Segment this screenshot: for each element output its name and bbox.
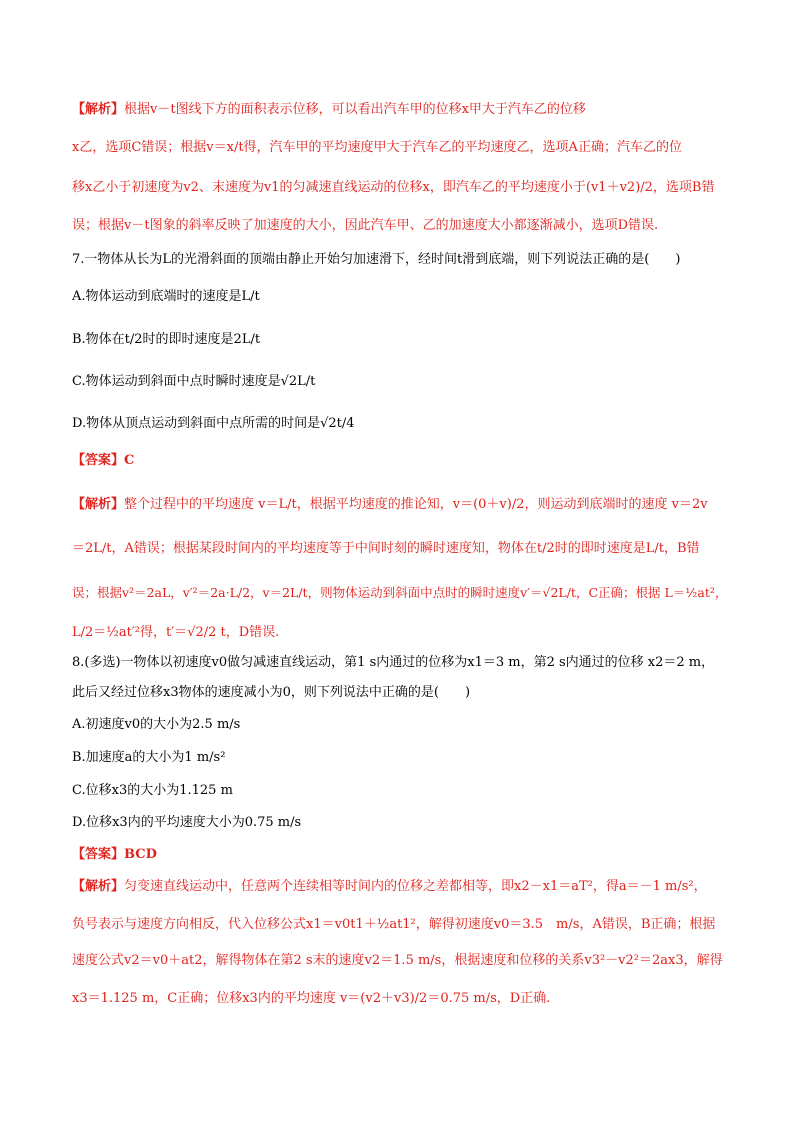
q7-analysis-line-3: 误；根据v²＝2aL，v′²＝2a·L/2，v＝2L/t，则物体运动到斜面中点时的瞬时速度v′＝√2L/t，C正确；根据 L＝½at²， — [72, 585, 728, 600]
q7-stem: 7.一物体从长为L的光滑斜面的顶端由静止开始匀加速滑下，经时间t滑到底端，则下列说法正确的是( ) — [72, 252, 681, 267]
q8-answer-value: BCD — [124, 847, 157, 862]
analysis-label: 【解析】 — [72, 879, 125, 894]
q6-analysis-line-4: 误；根据v－t图象的斜率反映了加速度的大小，因此汽车甲、乙的加速度大小都逐渐减小，选项D错误. — [72, 218, 659, 233]
q8-option-b: B.加速度a的大小为1 m/s² — [72, 750, 226, 765]
q7-option-c: C.物体运动到斜面中点时瞬时速度是√2L/t — [72, 374, 316, 389]
q8-option-c: C.位移x3的大小为1.125 m — [72, 783, 233, 798]
q8-option-d: D.位移x3内的平均速度大小为0.75 m/s — [72, 815, 302, 830]
q7-analysis-line-1 — [72, 496, 708, 514]
q7-answer-value: C — [124, 453, 135, 468]
q6-analysis-line-2: x乙，选项C错误；根据v＝x/t得，汽车甲的平均速度甲大于汽车乙的平均速度乙，选项A正确；汽车乙的位 — [72, 140, 682, 155]
q8-option-a: A.初速度v0的大小为2.5 m/s — [72, 717, 241, 732]
q8-analysis-text-1: 匀变速直线运动中，任意两个连续相等时间内的位移之差都相等，即x2－x1＝aT²，得a＝－1 m/s²， — [124, 879, 707, 894]
q6-analysis-line-3: 移x乙小于初速度为v2、末速度为v1的匀减速直线运动的位移x，即汽车乙的平均速度小于(v1＋v2)/2，选项B错 — [72, 180, 715, 195]
q7-option-b: B.物体在t/2时的即时速度是2L/t — [72, 332, 261, 347]
q8-analysis-line-4: x3＝1.125 m，C正确；位移x3内的平均速度 v＝(v2＋v3)/2＝0.75 m/s，D正确. — [72, 991, 551, 1006]
q7-analysis-line-2: ＝2L/t，A错误；根据某段时间内的平均速度等于中间时刻的瞬时速度知，物体在t/2时的即时速度是L/t，B错 — [72, 541, 700, 556]
q8-analysis-line-3: 速度公式v2＝v0＋at2，解得物体在第2 s末的速度v2＝1.5 m/s，根据速度和位移的关系v3²－v2²＝2ax3，解得 — [72, 953, 723, 968]
answer-label: 【答案】 — [72, 847, 125, 862]
q8-stem-line-2: 此后又经过位移x3物体的速度减小为0，则下列说法中正确的是( ) — [72, 685, 471, 700]
q8-analysis-line-1 — [72, 878, 707, 896]
analysis-label: 【解析】 — [72, 497, 125, 512]
q8-stem-line-1: 8.(多选)一物体以初速度v0做匀减速直线运动，第1 s内通过的位移为x1＝3 m，第2 s内通过的位移 x2＝2 m， — [72, 655, 715, 670]
q8-analysis-line-2: 负号表示与速度方向相反，代入位移公式x1＝v0t1＋½at1²，解得初速度v0＝3.5 m/s，A错误，B正确；根据 — [72, 917, 716, 932]
answer-label: 【答案】 — [72, 453, 125, 468]
q7-answer-line — [72, 452, 134, 470]
q8-answer-line — [72, 846, 157, 864]
analysis-label: 【解析】 — [72, 102, 125, 117]
q7-option-a: A.物体运动到底端时的速度是L/t — [72, 289, 260, 304]
q7-analysis-text-1: 整个过程中的平均速度 v＝L/t，根据平均速度的推论知，v＝(0＋v)/2，则运动到底端时的速度 v＝2v — [124, 497, 708, 512]
q7-analysis-line-4: L/2＝½at′²得，t′＝√2/2 t，D错误. — [72, 625, 280, 640]
q6-analysis-text-1: 根据v－t图线下方的面积表示位移，可以看出汽车甲的位移x甲大于汽车乙的位移 — [124, 102, 586, 117]
q6-analysis-line-1 — [72, 101, 586, 119]
q7-option-d: D.物体从顶点运动到斜面中点所需的时间是√2t/4 — [72, 416, 355, 431]
